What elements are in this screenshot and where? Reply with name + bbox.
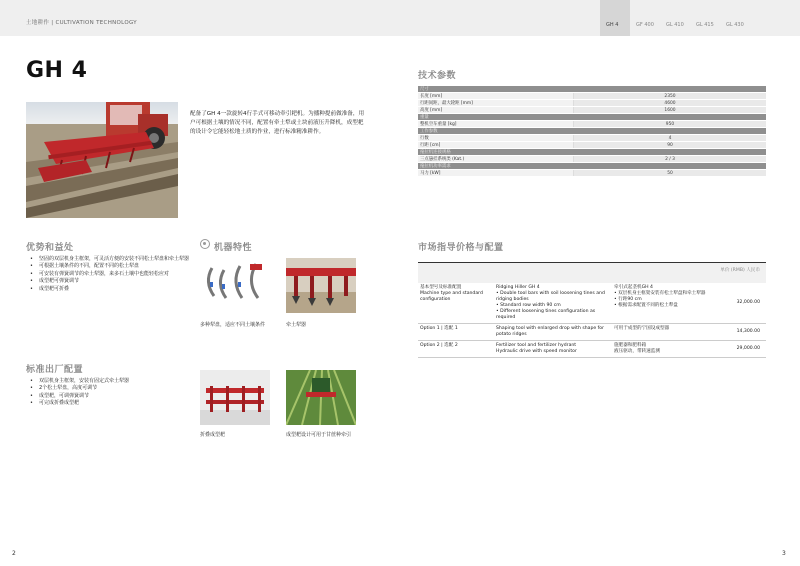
field-work-photo <box>286 370 356 425</box>
spec-group-working: 工作参数 <box>418 128 766 135</box>
price-value: 29,000.00 <box>736 346 760 351</box>
table-row: 基本型号及标准配置 Machine type and standard configuration Ridging Hiller GH 4 • Double tool bars with soil loosening tines and ridging bodies • Standard row width 90 cm • Different loosening tines configuration as required 牵引式起垄机GH 4 • 双层机身主框架安装有松土犁盘和牵土犁器 • 行距90 cm • 根据需求配置不同的松土犁盘 32,000.00 <box>418 283 766 324</box>
price-value: 32,000.00 <box>736 300 760 305</box>
list-item: • 可根据土壤条件的不同，配置不同的松土犁盘 <box>30 263 190 270</box>
standard-list <box>30 378 190 408</box>
tab-gf400[interactable]: GF 400 <box>636 22 654 28</box>
table-row: Option 1 | 选配 1 Shaping tool with enlarged drop with shape for potato ridges 可用于成型的宁国设成型器 14,300.00 <box>418 324 766 341</box>
price-value: 14,300.00 <box>736 329 760 334</box>
price-header <box>418 263 766 283</box>
table-row: 长度 [mm] 2350 <box>418 93 766 100</box>
features-title: 机器特性 <box>214 243 253 253</box>
tab-gl415[interactable]: GL 415 <box>696 22 714 28</box>
loosening-tines-photo <box>200 258 270 313</box>
list-item: • 2个松土犁盘，高度可调节 <box>30 385 190 392</box>
table-row: 高度 [mm] 1600 <box>418 107 766 114</box>
model-tabs <box>600 0 750 36</box>
tab-gh4[interactable]: GH 4 <box>600 0 630 36</box>
spec-group-weight: 重量 <box>418 114 766 121</box>
table-row: 行数 4 <box>418 135 766 142</box>
list-item: • 成型耙可折叠 <box>30 286 190 293</box>
breadcrumb: 土地耕作 | CULTIVATION TECHNOLOGY <box>26 20 137 26</box>
spec-group-dimensions: 尺寸 <box>418 86 766 93</box>
page-number-left: 2 <box>12 550 16 557</box>
page-title: GH 4 <box>26 58 88 83</box>
gear-icon <box>200 239 210 249</box>
caption-folding: 折叠成型耙 <box>200 432 226 438</box>
tab-gl410[interactable]: GL 410 <box>666 22 684 28</box>
table-row: 三点悬挂系统类 (Kat.) 2 / 3 <box>418 156 766 163</box>
specs-title: 技术参数 <box>418 71 457 81</box>
price-table <box>418 262 766 358</box>
list-item: • 双层机身主框架，安装有固定式牵土犁器 <box>30 378 190 385</box>
ridging-bodies-photo <box>286 258 356 313</box>
advantages-title: 优势和益处 <box>26 243 74 253</box>
page-number-right: 3 <box>782 550 786 557</box>
list-item: • 坚固的双层机身主框架，可灵活方便的安装不同松土犁盘和牵土犁器 <box>30 256 190 263</box>
advantages-list <box>30 256 190 293</box>
tractor-photo <box>26 102 178 218</box>
table-row: 行距 [cm] 90 <box>418 142 766 149</box>
spec-group-hitch: 拖拉机连接规格 <box>418 149 766 156</box>
price-title: 市场指导价格与配置 <box>418 243 504 253</box>
intro-text: 配备了GH 4一款旋转4行手式可移动牵引耙机。为播种提前做准备，用户可根据土壤的情况不同，配置有牵土犁或土块前液压升降机，成型耙的设计令它能轻松地土质的作业，进行标准精准耕作。 <box>190 111 365 135</box>
list-item: • 可安装有弹簧调节的牵土犁器，来多石土壤中也能轻松应对 <box>30 271 190 278</box>
table-row: 行距间距，最大轮距 [mm] 4600 <box>418 100 766 107</box>
specs-table <box>418 86 766 177</box>
list-item: • 成型耙，可调弹簧调节 <box>30 393 190 400</box>
folding-harrow-photo <box>200 370 270 425</box>
caption-ridging: 牵土犁器 <box>286 322 307 328</box>
caption-tines: 多种犁盘，适应不同土壤条件 <box>200 322 266 328</box>
price-unit: 单价 (RMB) 人民币 <box>720 268 760 273</box>
spec-group-power: 拖拉机功率需求 <box>418 163 766 170</box>
tab-gl430[interactable]: GL 430 <box>726 22 744 28</box>
standard-title: 标准出厂配置 <box>26 365 84 375</box>
table-row: 马力 [kW] 50 <box>418 170 766 177</box>
list-item: • 可完成折叠成型耙 <box>30 400 190 407</box>
caption-field: 成型耙设计可用于甘蔗种牵引 <box>286 432 352 438</box>
table-row: 整机空车重量 [kg] 950 <box>418 121 766 128</box>
list-item: • 成型耙可弹簧调节 <box>30 278 190 285</box>
table-row: Option 2 | 选配 2 Fertilizer tool and fertilizer hydrant Hydraulic drive with speed monitor 施肥器和肥料箱 液压驱动，带转速监测 29,000.00 <box>418 341 766 358</box>
